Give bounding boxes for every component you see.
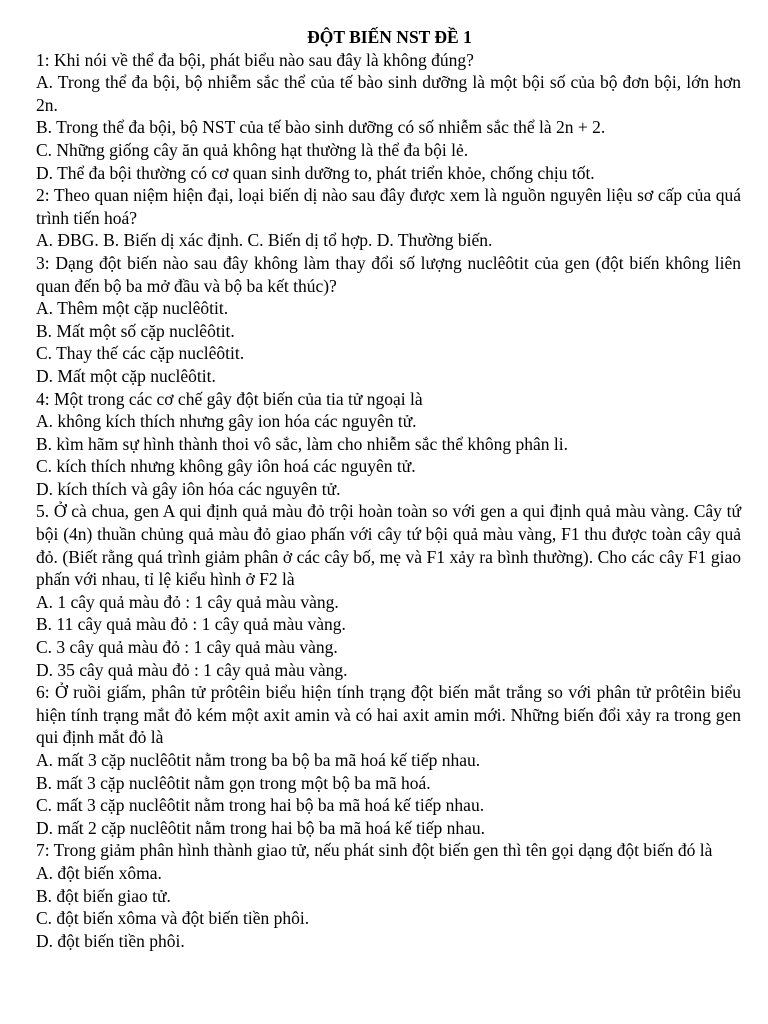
question-5 (36, 500, 741, 681)
option-a: A. Thêm một cặp nuclêôtit. (36, 298, 229, 319)
question-4 (36, 388, 741, 501)
option-c: C. mất 3 cặp nuclêôtit nằm trong hai bộ ba mã hoá kế tiếp nhau. (36, 795, 485, 816)
option-d: D. mất 2 cặp nuclêôtit nằm trong hai bộ ba mã hoá kế tiếp nhau. (36, 817, 486, 838)
question-stem: 3: Dạng đột biến nào sau đây không làm thay đổi số lượng nuclêôtit của gen (đột biến không liên quan đến bộ ba mở đầu và bộ ba kết thúc)? (36, 252, 741, 296)
option-c: C. đột biến xôma và đột biến tiền phôi. (36, 908, 310, 929)
option-c: C. Những giống cây ăn quả không hạt thường là thể đa bội lẻ. (36, 139, 469, 160)
options-line: A. ĐBG. B. Biến dị xác định. C. Biến dị tổ hợp. D. Thường biến. (36, 230, 493, 251)
question-stem: 2: Theo quan niệm hiện đại, loại biến dị nào sau đây được xem là nguồn nguyên liệu sơ cấp của quá trình tiến hoá? (36, 185, 741, 228)
option-c: C. 3 cây quả màu đỏ : 1 cây quả màu vàng. (36, 637, 338, 658)
option-b: B. kìm hãm sự hình thành thoi vô sắc, làm cho nhiễm sắc thể không phân li. (36, 433, 568, 454)
question-6 (36, 681, 741, 839)
document-page (36, 26, 741, 952)
question-stem: 4: Một trong các cơ chế gây đột biến của tia tử ngoại là (36, 388, 423, 409)
question-stem: 5. Ở cà chua, gen A qui định quả màu đỏ trội hoàn toàn so với gen a qui định quả màu vàng. Cây tứ bội (4n) thuần chủng quả màu đỏ giao phấn với cây tứ bội quả màu vàng, F1 thu được toàn cây quả đỏ. (Biết rằng quá trình giảm phân ở các cây bố, mẹ và F1 xảy ra bình thường). Cho các cây F1 giao phấn với nhau, tỉ lệ kiểu hình ở F2 là (36, 501, 741, 590)
option-a: A. mất 3 cặp nuclêôtit nằm trong ba bộ ba mã hoá kế tiếp nhau. (36, 750, 481, 770)
document-title: ĐỘT BIẾN NST ĐỀ 1 (307, 27, 472, 47)
option-a: A. không kích thích nhưng gây ion hóa các nguyên tử. (36, 411, 417, 432)
question-stem: 7: Trong giảm phân hình thành giao tử, nếu phát sinh đột biến gen thì tên gọi dạng đột biến đó là (36, 840, 713, 861)
option-d: D. kích thích và gây iôn hóa các nguyên tử. (36, 478, 341, 499)
option-b: B. Mất một số cặp nuclêôtit. (36, 320, 235, 341)
question-1 (36, 49, 741, 185)
question-2 (36, 184, 741, 252)
option-b: B. mất 3 cặp nuclêôtit nằm gọn trong một bộ ba mã hoá. (36, 772, 431, 793)
option-a: A. Trong thể đa bội, bộ nhiễm sắc thể của tế bào sinh dưỡng là một bội số của bộ đơn bội, lớn hơn 2n. (36, 72, 741, 115)
option-a: A. 1 cây quả màu đỏ : 1 cây quả màu vàng. (36, 591, 339, 612)
option-a: A. đột biến xôma. (36, 862, 162, 883)
option-b: B. 11 cây quả màu đỏ : 1 cây quả màu vàng. (36, 614, 346, 635)
option-d: D. đột biến tiền phôi. (36, 930, 185, 951)
option-b: B. đột biến giao tử. (36, 885, 171, 906)
question-3 (36, 252, 741, 388)
option-c: C. kích thích nhưng không gây iôn hoá các nguyên tử. (36, 456, 416, 477)
option-d: D. Thể đa bội thường có cơ quan sinh dưỡng to, phát triển khỏe, chống chịu tốt. (36, 162, 595, 183)
option-c: C. Thay thế các cặp nuclêôtit. (36, 343, 245, 364)
question-stem: 1: Khi nói về thể đa bội, phát biểu nào sau đây là không đúng? (36, 49, 474, 70)
question-7 (36, 839, 741, 952)
question-stem: 6: Ở ruồi giấm, phân tử prôtêin biểu hiện tính trạng đột biến mắt trắng so với phân tử prôtêin biểu hiện tính trạng mắt đỏ kém một axit amin và có hai axit amin mới. Những biến đổi xảy ra trong gen qui định mắt đỏ là (36, 682, 741, 748)
option-d: D. Mất một cặp nuclêôtit. (36, 365, 216, 386)
option-b: B. Trong thể đa bội, bộ NST của tế bào sinh dưỡng có số nhiễm sắc thể là 2n + 2. (36, 117, 606, 138)
option-d: D. 35 cây quả màu đỏ : 1 cây quả màu vàng. (36, 659, 348, 680)
